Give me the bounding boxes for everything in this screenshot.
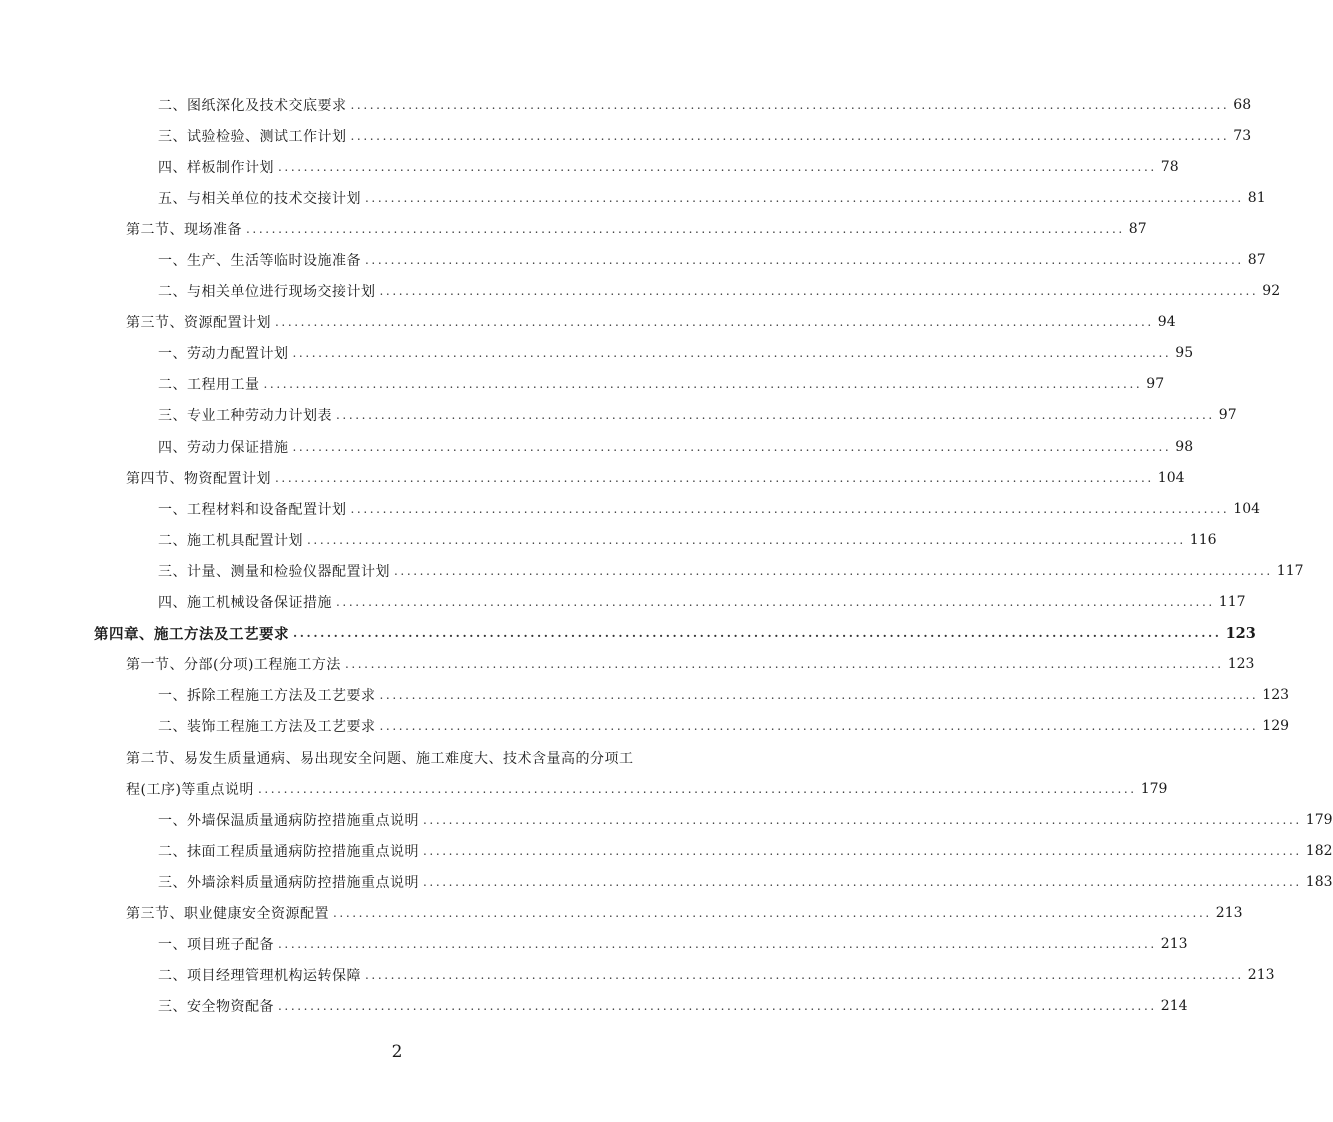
toc-entry-page: 182	[1305, 842, 1333, 859]
toc-dot-leader: .........................................................................................................................................	[394, 563, 1273, 578]
toc-entry-title: 第一节、分部(分项)工程施工方法	[126, 657, 341, 674]
toc-dot-leader: .........................................................................................................................................	[275, 470, 1154, 485]
toc-entry-title: 五、与相关单位的技术交接计划	[158, 190, 361, 207]
toc-entry-page: 104	[1157, 469, 1185, 486]
toc-entry-title: 三、外墙涂料质量通病防控措施重点说明	[158, 874, 419, 891]
toc-entry[interactable]	[0, 493, 1261, 524]
toc-entry-title: 四、施工机械设备保证措施	[158, 595, 332, 612]
toc-entry[interactable]	[0, 773, 1168, 804]
toc-entry-page: 123	[1227, 656, 1255, 673]
toc-dot-leader: .........................................................................................................................................	[423, 874, 1302, 889]
toc-entry-page: 123	[1225, 624, 1256, 642]
toc-entry-title: 二、图纸深化及技术交底要求	[158, 97, 347, 114]
toc-dot-leader: .........................................................................................................................................	[379, 284, 1259, 299]
toc-dot-leader: .........................................................................................................................................	[292, 346, 1172, 361]
toc-entry[interactable]	[0, 307, 1176, 338]
toc-entry-title: 四、劳动力保证措施	[158, 439, 289, 456]
toc-entry-title: 二、装饰工程施工方法及工艺要求	[158, 719, 376, 736]
toc-entry[interactable]	[0, 276, 1281, 307]
toc-dot-leader: .........................................................................................................................................	[379, 688, 1259, 703]
toc-entry[interactable]	[0, 462, 1185, 493]
toc-entry-page: 92	[1262, 283, 1281, 300]
toc-entry-title: 三、试验检验、测试工作计划	[158, 128, 347, 145]
toc-entry-page: 98	[1175, 438, 1194, 455]
toc-entry-title: 一、工程材料和设备配置计划	[158, 501, 347, 518]
toc-entry[interactable]	[0, 618, 1256, 649]
toc-entry-title: 三、计量、测量和检验仪器配置计划	[158, 563, 390, 580]
toc-entry-page: 116	[1189, 531, 1217, 548]
toc-entry-page: 117	[1276, 562, 1304, 579]
toc-entry[interactable]	[0, 524, 1217, 555]
toc-entry-title: 一、劳动力配置计划	[158, 346, 289, 363]
toc-entry[interactable]	[0, 804, 1333, 835]
toc-dot-leader: .........................................................................................................................................	[263, 377, 1143, 392]
toc-dot-leader: .........................................................................................................................................	[307, 532, 1186, 547]
toc-entry[interactable]	[0, 929, 1188, 960]
toc-dot-leader: .........................................................................................................................................	[336, 408, 1215, 423]
toc-entry-title: 第三节、资源配置计划	[126, 315, 271, 332]
toc-dot-leader: .........................................................................................................................................	[423, 843, 1302, 858]
toc-dot-leader: .........................................................................................................................................	[344, 657, 1224, 672]
toc-entry-title: 三、专业工种劳动力计划表	[158, 408, 332, 425]
toc-entry[interactable]	[0, 742, 794, 773]
toc-dot-leader: .........................................................................................................................................	[379, 719, 1259, 734]
toc-dot-leader: .........................................................................................................................................	[423, 812, 1302, 827]
toc-entry-page: 179	[1305, 811, 1333, 828]
toc-dot-leader: .........................................................................................................................................	[333, 905, 1212, 920]
toc-entry-page: 183	[1305, 873, 1333, 890]
toc-entry-title: 二、工程用工量	[158, 377, 260, 394]
toc-entry[interactable]	[0, 555, 1304, 586]
toc-entry-page: 117	[1218, 594, 1246, 611]
toc-entry-title: 二、与相关单位进行现场交接计划	[158, 284, 376, 301]
table-of-contents	[0, 89, 1333, 1022]
toc-entry-title: 第四节、物资配置计划	[126, 470, 271, 487]
toc-dot-leader: .........................................................................................................................................	[365, 190, 1244, 205]
toc-dot-leader: .........................................................................................................................................	[365, 253, 1244, 268]
toc-entry-title: 一、外墙保温质量通病防控措施重点说明	[158, 812, 419, 829]
toc-entry-page: 129	[1262, 718, 1290, 735]
toc-entry-title: 一、项目班子配备	[158, 937, 274, 954]
toc-dot-leader: .........................................................................................................................................	[350, 501, 1230, 516]
toc-entry-title: 一、拆除工程施工方法及工艺要求	[158, 688, 376, 705]
toc-entry[interactable]	[0, 151, 1179, 182]
toc-entry-page: 73	[1233, 127, 1252, 144]
page-number: 2	[391, 1042, 403, 1062]
toc-entry-title: 二、抹面工程质量通病防控措施重点说明	[158, 843, 419, 860]
toc-entry-page: 68	[1233, 96, 1252, 113]
toc-entry-page: 214	[1160, 998, 1188, 1015]
toc-entry[interactable]	[0, 711, 1290, 742]
toc-dot-leader: .........................................................................................................................................	[365, 968, 1244, 983]
toc-dot-leader: .........................................................................................................................................	[350, 97, 1230, 112]
toc-entry-page: 179	[1140, 780, 1168, 797]
toc-entry-page: 81	[1247, 189, 1266, 206]
toc-dot-leader: .........................................................................................................................................	[278, 937, 1157, 952]
toc-dot-leader: .........................................................................................................................................	[257, 781, 1137, 796]
toc-dot-leader: .........................................................................................................................................	[336, 595, 1215, 610]
toc-dot-leader: .........................................................................................................................................	[350, 128, 1230, 143]
toc-entry[interactable]	[0, 866, 1333, 897]
toc-entry-page: 213	[1160, 936, 1188, 953]
toc-entry-title: 第三节、职业健康安全资源配置	[126, 905, 329, 922]
toc-entry-page: 97	[1146, 376, 1165, 393]
toc-entry-page: 104	[1233, 500, 1261, 517]
toc-dot-leader: .........................................................................................................................................	[246, 221, 1125, 236]
toc-entry-title: 第四章、施工方法及工艺要求	[94, 625, 289, 643]
toc-entry-page: 87	[1247, 252, 1266, 269]
toc-entry[interactable]	[0, 89, 1252, 120]
toc-entry-page: 213	[1215, 904, 1243, 921]
toc-entry[interactable]	[0, 369, 1165, 400]
toc-entry[interactable]	[0, 213, 1147, 244]
toc-entry[interactable]	[0, 587, 1246, 618]
toc-entry[interactable]	[0, 338, 1194, 369]
toc-entry-page: 94	[1157, 314, 1176, 331]
toc-entry-title: 二、施工机具配置计划	[158, 532, 303, 549]
toc-entry-page: 87	[1128, 220, 1147, 237]
toc-entry[interactable]	[0, 244, 1266, 275]
toc-entry[interactable]	[0, 960, 1275, 991]
toc-entry-title: 程(工序)等重点说明	[126, 781, 254, 798]
toc-entry[interactable]	[0, 680, 1290, 711]
toc-entry-page: 213	[1247, 967, 1275, 984]
toc-entry[interactable]	[0, 649, 1255, 680]
toc-dot-leader: .........................................................................................................................................	[278, 159, 1157, 174]
toc-entry-title: 第二节、易发生质量通病、易出现安全问题、施工难度大、技术含量高的分项工	[126, 750, 634, 767]
toc-entry-page: 95	[1175, 345, 1194, 362]
toc-entry-title: 第二节、现场准备	[126, 221, 242, 238]
toc-dot-leader: .........................................................................................................................................	[293, 626, 1222, 641]
toc-entry-page: 78	[1160, 158, 1179, 175]
toc-entry[interactable]	[0, 400, 1237, 431]
toc-entry[interactable]	[0, 120, 1252, 151]
toc-entry[interactable]	[0, 991, 1188, 1022]
toc-entry[interactable]	[0, 182, 1266, 213]
toc-entry-title: 四、样板制作计划	[158, 159, 274, 176]
toc-entry-title: 一、生产、生活等临时设施准备	[158, 253, 361, 270]
toc-entry-title: 二、项目经理管理机构运转保障	[158, 968, 361, 985]
toc-dot-leader: .........................................................................................................................................	[278, 999, 1157, 1014]
toc-entry-title: 三、安全物资配备	[158, 999, 274, 1016]
toc-entry[interactable]	[0, 897, 1243, 928]
toc-dot-leader: .........................................................................................................................................	[275, 315, 1154, 330]
toc-dot-leader: .........................................................................................................................................	[292, 439, 1172, 454]
toc-entry[interactable]	[0, 431, 1194, 462]
toc-entry-page: 123	[1262, 687, 1290, 704]
toc-entry-page: 97	[1218, 407, 1237, 424]
toc-entry[interactable]	[0, 835, 1333, 866]
